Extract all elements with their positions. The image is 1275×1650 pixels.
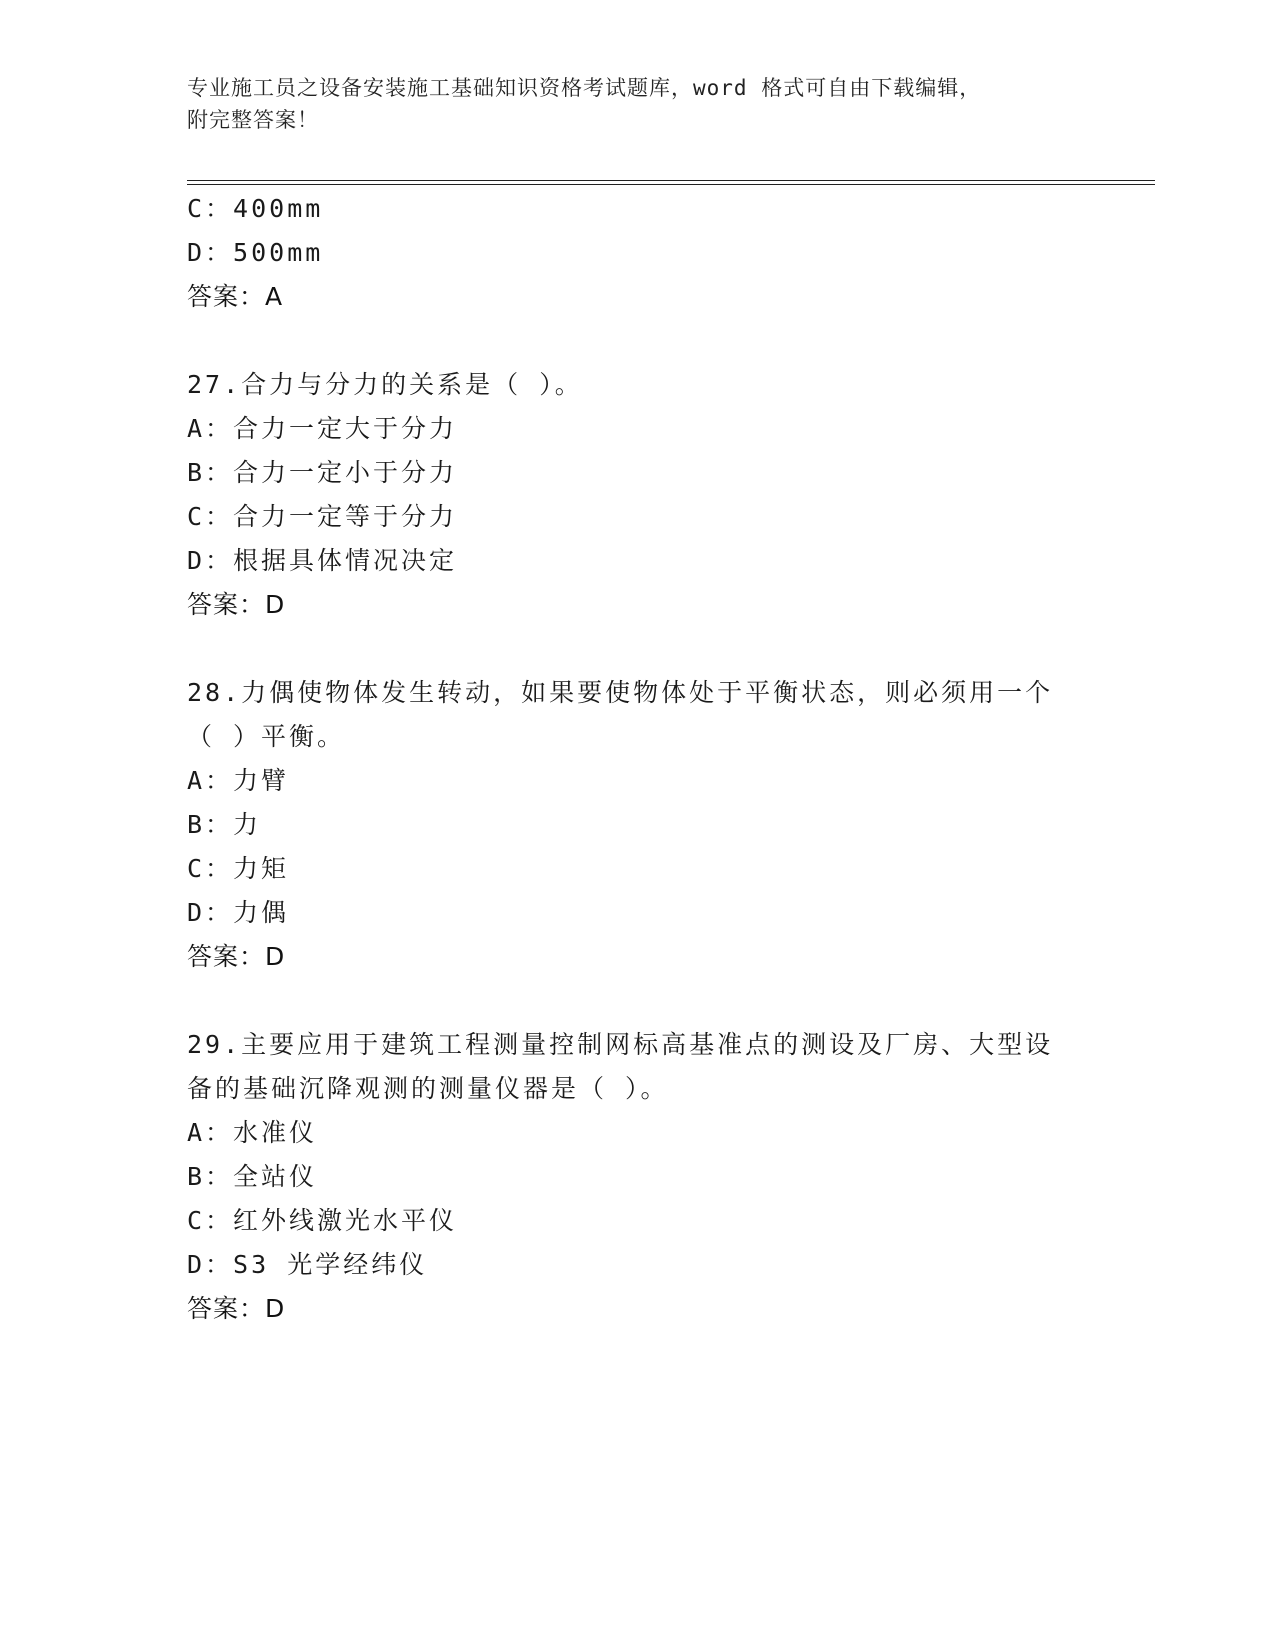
q29-stem-line-2: 备的基础沉降观测的测量仪器是（ ）。 [187, 1074, 669, 1103]
header-divider-bottom [187, 184, 1155, 185]
q29-option-c: C：红外线激光水平仪 [187, 1206, 458, 1235]
q28-option-b: B：力 [187, 810, 262, 839]
q28-stem-line-2: （ ）平衡。 [187, 722, 346, 751]
q29-option-b: B：全站仪 [187, 1162, 318, 1191]
q27-answer: 答案：D [187, 590, 286, 619]
q28-option-d: D：力偶 [187, 898, 290, 927]
q28-option-c: C：力矩 [187, 854, 290, 883]
q28-option-a: A：力臂 [187, 766, 290, 795]
header-divider-top [187, 180, 1155, 181]
q27-stem: 27.合力与分力的关系是（ ）。 [187, 370, 583, 399]
q27-option-a: A：合力一定大于分力 [187, 414, 458, 443]
q27-option-b: B：合力一定小于分力 [187, 458, 458, 487]
q27-option-d: D：根据具体情况决定 [187, 546, 458, 575]
q29-option-d: D：S3 光学经纬仪 [187, 1250, 428, 1279]
q27-option-c: C：合力一定等于分力 [187, 502, 458, 531]
q28-stem-line-1: 28.力偶使物体发生转动，如果要使物体处于平衡状态，则必须用一个 [187, 678, 1054, 707]
q29-stem-line-1: 29.主要应用于建筑工程测量控制网标高基准点的测设及厂房、大型设 [187, 1030, 1054, 1059]
prev-option-d: D：500mm [187, 238, 324, 267]
header-line-2: 附完整答案！ [187, 108, 319, 132]
document-header [187, 72, 1067, 136]
prev-option-c: C：400mm [187, 194, 324, 223]
q28-answer: 答案：D [187, 942, 286, 971]
q29-option-a: A：水准仪 [187, 1118, 318, 1147]
header-line-1: 专业施工员之设备安装施工基础知识资格考试题库，word 格式可自由下载编辑， [187, 76, 982, 100]
q29-answer: 答案：D [187, 1294, 286, 1323]
prev-answer: 答案：A [187, 282, 284, 311]
